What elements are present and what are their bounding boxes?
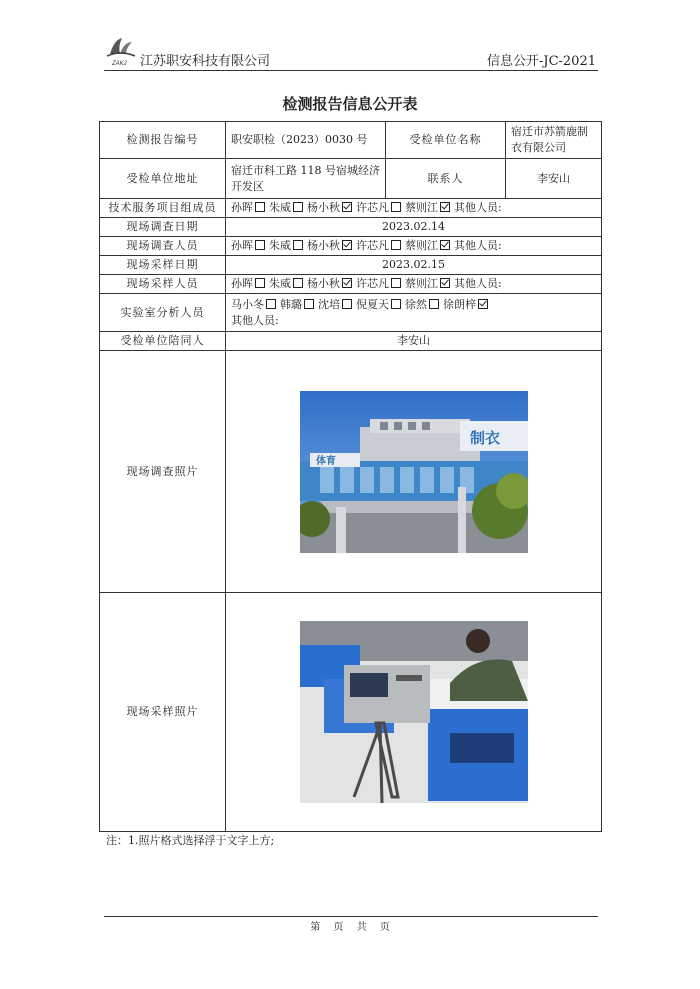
escort-value: 李安山 — [226, 332, 602, 351]
sample-photo-label: 现场采样照片 — [100, 593, 226, 832]
unit-address-value: 宿迁市科工路 118 号宿城经济开发区 — [226, 159, 386, 199]
table-row — [100, 332, 602, 351]
unit-name-label: 受检单位名称 — [386, 122, 506, 159]
contact-value: 李安山 — [506, 159, 602, 199]
person-name: 朱威 — [269, 201, 291, 214]
lab-staff-label: 实验室分析人员 — [100, 294, 226, 332]
checkbox-icon — [255, 278, 265, 288]
checkbox-icon — [293, 202, 303, 212]
person-name: 蔡则江 — [405, 239, 438, 252]
survey-photo-label: 现场调查照片 — [100, 351, 226, 593]
checked-checkbox-icon — [342, 202, 352, 212]
document-number: 信息公开-JC-2021 — [486, 54, 596, 69]
checkbox-icon — [391, 278, 401, 288]
checkbox-icon — [391, 299, 401, 309]
table-row — [100, 199, 602, 218]
table-row — [100, 593, 602, 832]
checkbox-icon — [304, 299, 314, 309]
checkbox-icon — [293, 240, 303, 250]
table-row — [100, 237, 602, 256]
info-table — [99, 121, 602, 832]
survey-photo — [300, 391, 528, 553]
person-name: 沈培 — [318, 297, 340, 311]
person-name: 蔡则江 — [405, 201, 438, 214]
footnote: 注：1.照片格式选择浮于文字上方; — [106, 834, 275, 847]
checkbox-icon — [391, 240, 401, 250]
checked-checkbox-icon — [342, 278, 352, 288]
survey-staff-label: 现场调查人员 — [100, 237, 226, 256]
checked-checkbox-icon — [440, 278, 450, 288]
checkbox-icon — [255, 240, 265, 250]
person-name: 许芯凡 — [356, 201, 389, 214]
table-row — [100, 159, 602, 199]
survey-date-value: 2023.02.14 — [226, 218, 602, 237]
checkbox-icon — [293, 278, 303, 288]
sign-left: 体育 — [315, 455, 336, 467]
checked-checkbox-icon — [478, 299, 488, 309]
contact-label: 联系人 — [386, 159, 506, 199]
person-name: 朱威 — [269, 239, 291, 252]
tech-members-label: 技术服务项目组成员 — [100, 199, 226, 218]
sample-photo — [300, 621, 528, 803]
report-no-value: 职安职检（2023）0030 号 — [226, 122, 386, 159]
person-name: 杨小秋 — [307, 277, 340, 290]
tech-members-people — [226, 199, 602, 218]
other-staff-label: 其他人员: — [454, 277, 502, 290]
logo-text: ZAKJ — [112, 61, 127, 67]
survey-date-label: 现场调查日期 — [100, 218, 226, 237]
report-no-label: 检测报告编号 — [100, 122, 226, 159]
table-row — [100, 122, 602, 159]
person-name: 孙晖 — [231, 201, 253, 214]
escort-label: 受检单位陪同人 — [100, 332, 226, 351]
person-name: 孙晖 — [231, 239, 253, 252]
person-name: 许芯凡 — [356, 239, 389, 252]
table-row — [100, 218, 602, 237]
person-name: 徐然 — [405, 297, 427, 311]
checkbox-icon — [391, 202, 401, 212]
company-name: 江苏职安科技有限公司 — [140, 54, 271, 69]
person-name: 孙晖 — [231, 277, 253, 290]
table-row — [100, 256, 602, 275]
person-name: 朱威 — [269, 277, 291, 290]
page-header — [104, 34, 598, 71]
person-name: 马小冬 — [231, 297, 264, 311]
sample-date-label: 现场采样日期 — [100, 256, 226, 275]
table-row — [100, 275, 602, 294]
table-row — [100, 351, 602, 593]
person-name: 杨小秋 — [307, 239, 340, 252]
lab-staff-people — [226, 294, 602, 332]
footer-divider — [104, 916, 598, 917]
survey-staff-people — [226, 237, 602, 256]
unit-name-value: 宿迁市苏箭鹿制衣有限公司 — [506, 122, 602, 159]
company-logo-icon — [104, 34, 138, 68]
person-name: 许芯凡 — [356, 277, 389, 290]
checkbox-icon — [429, 299, 439, 309]
other-staff-label: 其他人员: — [454, 239, 502, 252]
survey-photo-cell — [226, 351, 602, 593]
checkbox-icon — [266, 299, 276, 309]
checkbox-icon — [342, 299, 352, 309]
checked-checkbox-icon — [440, 202, 450, 212]
other-staff-label: 其他人员: — [454, 201, 502, 214]
person-name: 徐朗梓 — [443, 297, 476, 311]
other-staff-label: 其他人员: — [231, 313, 279, 327]
page-title: 检测报告信息公开表 — [282, 95, 418, 113]
checked-checkbox-icon — [440, 240, 450, 250]
sample-staff-people — [226, 275, 602, 294]
checkbox-icon — [255, 202, 265, 212]
sample-date-value: 2023.02.15 — [226, 256, 602, 275]
sample-photo-cell — [226, 593, 602, 832]
unit-address-label: 受检单位地址 — [100, 159, 226, 199]
checked-checkbox-icon — [342, 240, 352, 250]
person-name: 杨小秋 — [307, 201, 340, 214]
table-row — [100, 294, 602, 332]
person-name: 倪夏天 — [356, 297, 389, 311]
sample-staff-label: 现场采样人员 — [100, 275, 226, 294]
sign-right: 制衣 — [469, 428, 500, 447]
page-footer: 第 页 共 页 — [310, 922, 390, 933]
person-name: 蔡则江 — [405, 277, 438, 290]
person-name: 韩璐 — [280, 297, 302, 311]
